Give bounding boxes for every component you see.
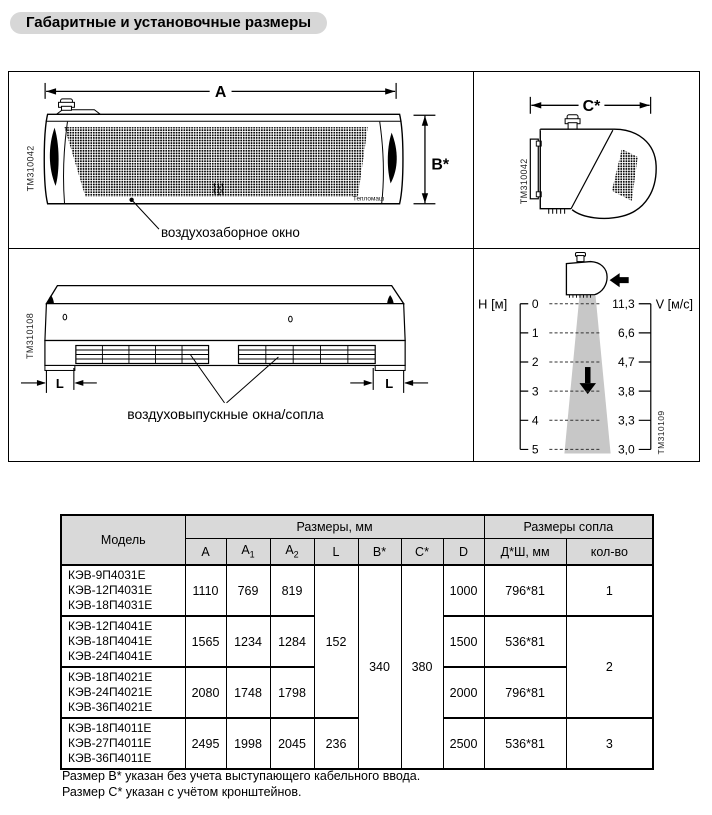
col-header-a1: $A_1$ [226,539,270,566]
h-tick: 0 [531,296,539,311]
cell-l: 152 [314,565,358,718]
bottom-view-drawing [9,249,473,461]
dim-l-right [350,368,428,393]
footnote-b: Размер В* указан без учета выступающего кабельного ввода. [62,769,421,783]
cell-dsh: 536*81 [484,616,566,667]
cell-a2: 819 [270,565,314,616]
dim-depth-c [530,96,650,115]
model-name: КЭВ-9П4031Е [68,568,146,582]
cell-dsh: 796*81 [484,565,566,616]
dim-l-left [21,368,97,393]
dim-width-a [45,82,396,101]
airflow-direction-arrow-icon [610,273,629,287]
model-name: КЭВ-12П4041Е [68,619,153,633]
cell-models [61,667,185,718]
dimensions-table [60,514,654,770]
cell-d: 1000 [443,565,484,616]
model-name: КЭВ-18П4041Е [68,634,153,648]
page-title: Габаритные и установочные размеры [10,12,327,34]
dim-b-label: B* [431,156,450,174]
col-group-nozzle: Размеры сопла [484,515,653,539]
cell-dsh: 536*81 [484,718,566,769]
col-header-c: C* [401,539,443,566]
jet-velocity-chart-panel [474,249,699,461]
v-value: 4,7 [617,355,635,370]
model-name: КЭВ-36П4011Е [68,751,152,765]
col-header-model: Модель [61,515,185,565]
cell-a1: 769 [226,565,270,616]
velocity-axis-label: V [м/с] [655,297,694,312]
dim-l-left-label: L [55,375,64,391]
cell-a: 1110 [185,565,226,616]
h-tick: 5 [531,442,539,457]
table-row [61,718,653,769]
cell-qty: 3 [566,718,653,769]
bottom-view-panel [9,249,474,461]
cell-qty: 2 [566,616,653,718]
cell-b: 340 [358,565,401,769]
cell-a1: 1998 [226,718,270,769]
h-tick: 1 [531,326,539,341]
side-view-drawing [474,72,699,248]
unit-icon [566,253,607,298]
h-tick: 2 [531,355,539,370]
cell-a2: 1798 [270,667,314,718]
brand-logo-text: Тепломаш [352,195,385,203]
model-name: КЭВ-18П4031Е [68,598,153,612]
footnote-c: Размер С* указан с учётом кронштейнов. [62,785,302,799]
dim-c-label: C* [582,97,601,115]
air-jet-chart [474,249,699,461]
air-curtain-bottom [45,286,405,371]
cell-models [61,616,185,667]
cell-models [61,565,185,616]
col-group-dimensions: Размеры, мм [185,515,484,539]
h-tick: 4 [531,413,539,428]
v-value: 6,6 [617,326,635,341]
model-name: КЭВ-18П4021Е [68,670,153,684]
height-axis-label: H [м] [478,296,508,312]
air-curtain-front [44,99,403,204]
drawing-id-label: TM310042 [25,145,36,192]
velocity-axis [612,297,693,457]
cell-a1: 1748 [226,667,270,718]
cell-l: 236 [314,718,358,769]
model-name: КЭВ-24П4021Е [68,685,153,699]
cell-a1: 1234 [226,616,270,667]
cell-d: 1500 [443,616,484,667]
dim-l-right-label: L [385,375,394,391]
col-header-nozzle-size: Д*Ш, мм [484,539,566,566]
front-view-drawing [9,72,473,248]
v-value: 3,0 [617,442,635,457]
cell-d: 2000 [443,667,484,718]
air-curtain-side [530,115,656,219]
air-intake-callout-text: воздухозаборное окно [160,225,300,241]
cell-a: 1565 [185,616,226,667]
cell-a2: 2045 [270,718,314,769]
dimension-drawings-panel [8,71,700,462]
cell-a2: 1284 [270,616,314,667]
drawing-id-label: TM310109 [655,410,666,455]
col-header-l: L [314,539,358,566]
cell-c: 380 [401,565,443,769]
air-outlet-callout-text: воздуховыпускные окна/сопла [127,405,324,422]
model-name: КЭВ-12П4031Е [68,583,153,597]
dim-a-label: A [214,83,227,101]
dim-height-b [414,115,450,203]
front-view-panel [9,72,474,249]
footnotes [62,768,420,800]
v-value: 3,3 [617,413,635,428]
col-header-d: D [443,539,484,566]
v-value: 3,8 [617,384,635,399]
model-name: КЭВ-36П4021Е [68,700,153,714]
cell-a: 2080 [185,667,226,718]
col-header-b: B* [358,539,401,566]
side-view-panel [474,72,699,249]
cell-models [61,718,185,769]
table-row [61,565,653,616]
model-name: КЭВ-24П4041Е [68,649,153,663]
col-header-a2: $A_2$ [270,539,314,566]
col-header-nozzle-qty: кол-во [566,539,653,566]
drawing-id-label: TM310108 [24,312,35,359]
cell-d: 2500 [443,718,484,769]
v-value: 11,3 [612,296,635,311]
drawing-id-label: TM310042 [518,158,529,205]
h-tick: 3 [531,384,539,399]
cell-a: 2495 [185,718,226,769]
model-name: КЭВ-18П4011Е [68,721,152,735]
height-axis [478,296,539,456]
col-header-a: A [185,539,226,566]
cell-qty: 1 [566,565,653,616]
model-name: КЭВ-27П4011Е [68,736,152,750]
cell-dsh: 796*81 [484,667,566,718]
